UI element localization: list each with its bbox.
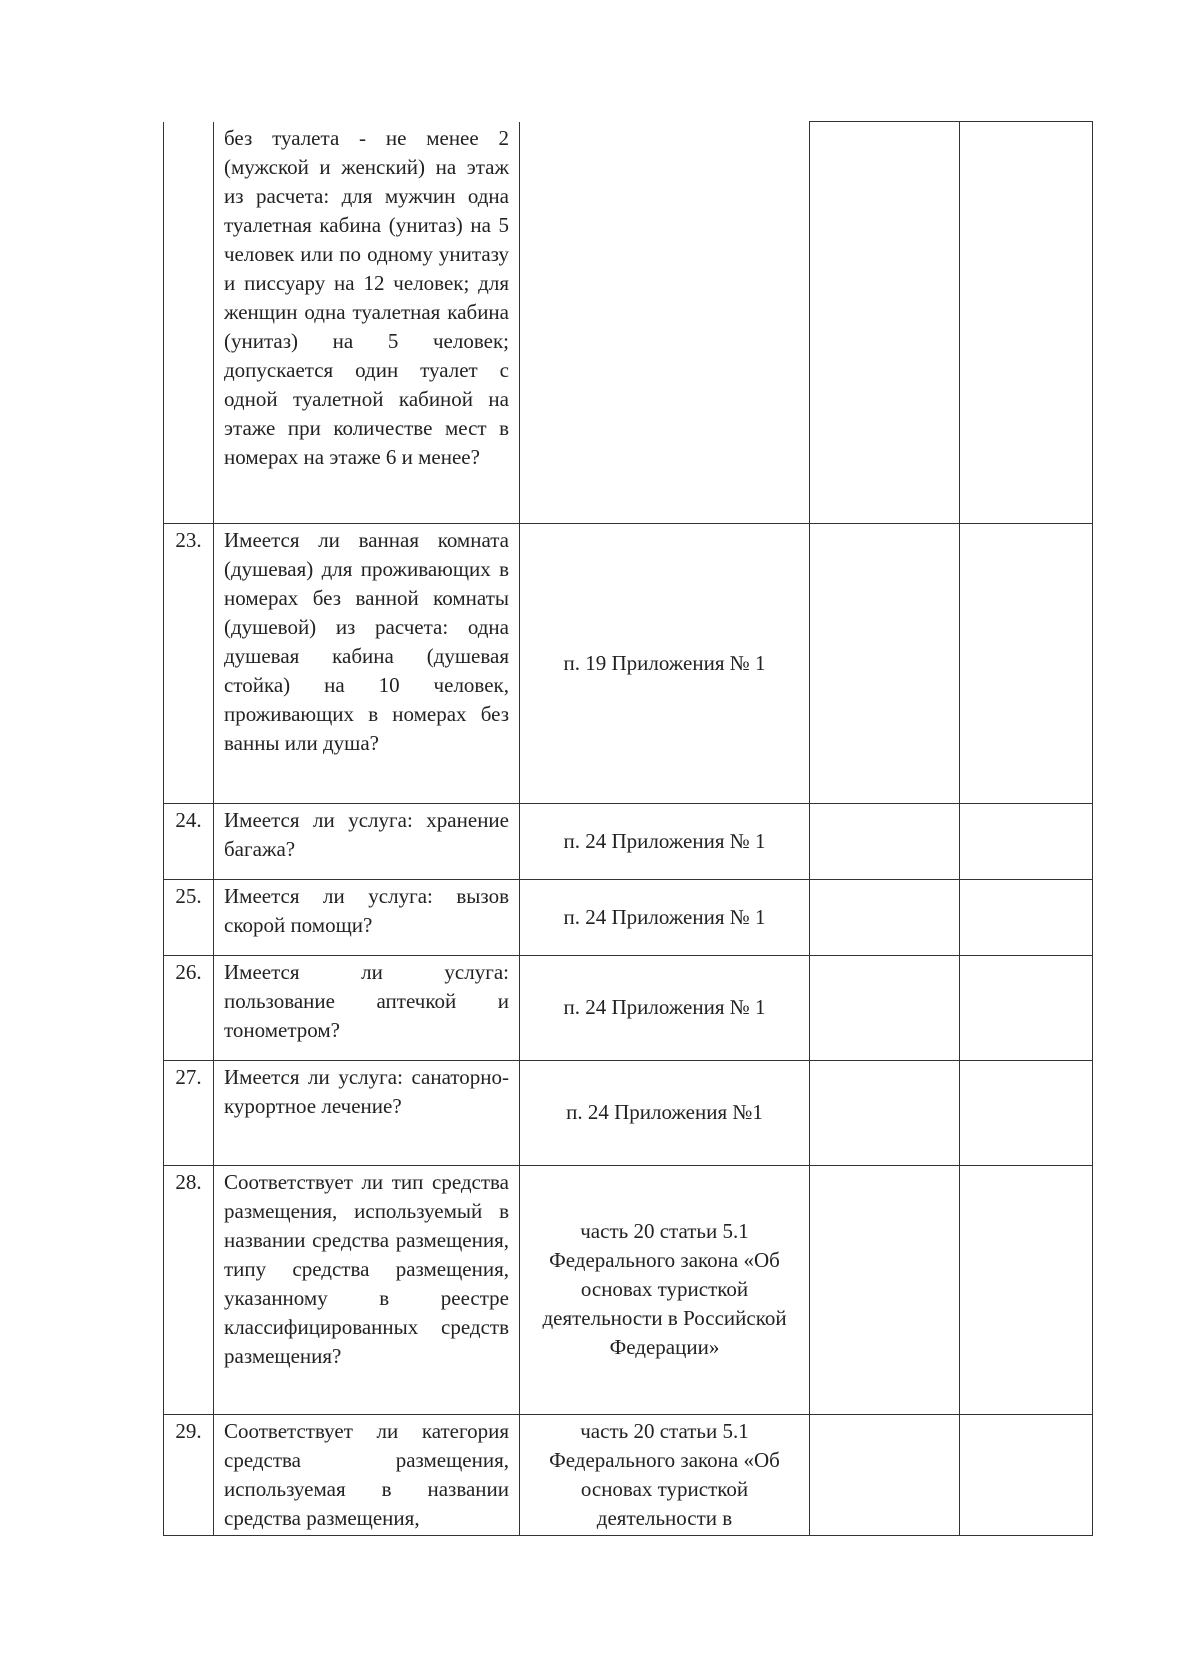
reference-text: п. 24 Приложения № 1 — [520, 803, 810, 879]
answer-cell-no — [960, 955, 1093, 1060]
answer-cell-yes — [810, 803, 960, 879]
row-number: 29. — [164, 1414, 214, 1535]
table-row — [164, 879, 1093, 955]
answer-cell-no — [960, 523, 1093, 803]
answer-cell-yes — [810, 523, 960, 803]
row-number: 27. — [164, 1060, 214, 1165]
reference-text — [520, 122, 810, 524]
answer-cell-no — [960, 1060, 1093, 1165]
table-row — [164, 803, 1093, 879]
reference-text: п. 24 Приложения №1 — [520, 1060, 810, 1165]
answer-cell-yes — [810, 1060, 960, 1165]
question-text: Имеется ли услуга: санаторно-курортное лечение? — [224, 1064, 509, 1118]
question-text: Соответствует ли тип средства размещения, используемый в названии средства размещения, типу средства размещения, указанному в реестре классифицированных средств размещения? — [224, 1169, 509, 1368]
answer-cell-no — [960, 879, 1093, 955]
answer-cell-yes — [810, 1414, 960, 1535]
question-text: Имеется ли услуга: вызов скорой помощи? — [224, 883, 509, 937]
reference-text: часть 20 статьи 5.1 Федерального закона «Об основах туристкой деятельности в — [520, 1414, 810, 1535]
answer-cell-yes — [810, 879, 960, 955]
reference-text: п. 19 Приложения № 1 — [520, 523, 810, 803]
table-row — [164, 1060, 1093, 1165]
answer-cell-no — [960, 1414, 1093, 1535]
answer-cell-yes — [810, 955, 960, 1060]
answer-cell-no — [960, 1165, 1093, 1414]
row-number: 24. — [164, 803, 214, 879]
question-text: Имеется ли услуга: пользование аптечкой и тонометром? — [224, 959, 509, 1042]
question-text: Соответствует ли категория средства размещения, используемая в названии средства размещения, — [224, 1418, 509, 1530]
row-number: 25. — [164, 879, 214, 955]
question-text: Имеется ли ванная комната (душевая) для проживающих в номерах без ванной комнаты (душевой) из расчета: одна душевая кабина (душевая стойка) на 10 человек, проживающих в номерах без ванны или душа? — [224, 527, 509, 755]
reference-text: п. 24 Приложения № 1 — [520, 955, 810, 1060]
row-number: 26. — [164, 955, 214, 1060]
answer-cell-no — [960, 803, 1093, 879]
question-text: без туалета - не менее 2 (мужской и женский) на этаж из расчета: для мужчин одна туалетная кабина (унитаз) на 5 человек или по одному унитазу и писсуару на 12 человек; для женщин одна туалетная кабина (унитаз) на 5 человек; допускается один туалет с одной туалетной кабиной на этаже при количестве мест в номерах на этаже 6 и менее? — [224, 125, 509, 469]
table-row — [164, 955, 1093, 1060]
table-row — [164, 1165, 1093, 1414]
table-row — [164, 122, 1093, 524]
reference-text: п. 24 Приложения № 1 — [520, 879, 810, 955]
row-number: 28. — [164, 1165, 214, 1414]
answer-cell-yes — [810, 122, 960, 524]
table-row — [164, 1414, 1093, 1535]
question-text: Имеется ли услуга: хранение багажа? — [224, 807, 509, 861]
reference-text: часть 20 статьи 5.1 Федерального закона «Об основах туристкой деятельности в Российской Федерации» — [520, 1165, 810, 1414]
row-number — [164, 122, 214, 524]
row-number: 23. — [164, 523, 214, 803]
checklist-table — [163, 121, 1093, 1536]
answer-cell-no — [960, 122, 1093, 524]
table-row — [164, 523, 1093, 803]
answer-cell-yes — [810, 1165, 960, 1414]
